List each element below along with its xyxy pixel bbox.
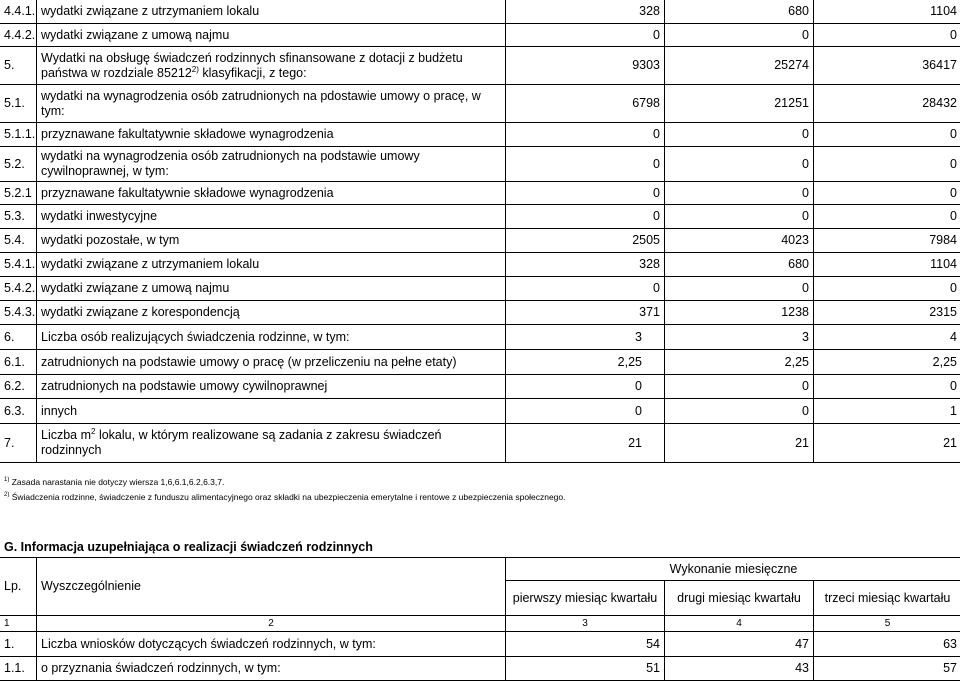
row-value-2: 21 — [665, 424, 814, 463]
row-lp: 6. — [0, 325, 37, 350]
column-number: 2 — [37, 616, 506, 632]
column-number-row — [0, 616, 960, 632]
row-value-1: 0 — [506, 123, 665, 147]
row-label-part: klasyfikacji, z tego: — [199, 66, 307, 80]
row-label: wydatki związane z utrzymaniem lokalu — [37, 253, 506, 277]
row-value-1: 54 — [506, 632, 665, 657]
row-value-1: 0 — [506, 399, 665, 424]
row-value-3: 0 — [814, 123, 960, 147]
superscript: 2 — [91, 427, 95, 436]
header-month-3: trzeci miesiąc kwartału — [814, 581, 960, 616]
row-value-1: 21 — [506, 424, 665, 463]
row-lp: 5.1. — [0, 85, 37, 123]
footnote-text: Świadczenia rodzinne, świadczenie z funduszu alimentacyjnego oraz składki na ubezpieczenia emerytalne i rentowe z ubezpieczenia społecznego. — [12, 492, 566, 502]
table-row — [0, 205, 960, 229]
row-value-3: 2315 — [814, 301, 960, 325]
row-value-3: 0 — [814, 182, 960, 205]
supplementary-table — [0, 557, 960, 681]
row-lp: 6.2. — [0, 375, 37, 399]
table-row — [0, 350, 960, 375]
row-value-2: 25274 — [665, 47, 814, 85]
row-lp: 5.3. — [0, 205, 37, 229]
row-label: wydatki związane z umową najmu — [37, 277, 506, 301]
table-row — [0, 424, 960, 463]
footnote-mark: 1) — [4, 477, 9, 483]
row-value-3: 0 — [814, 147, 960, 182]
row-label: wydatki związane z utrzymaniem lokalu — [37, 0, 506, 24]
row-value-2: 0 — [665, 399, 814, 424]
row-lp: 5.4. — [0, 229, 37, 253]
row-value-1: 328 — [506, 0, 665, 24]
table-row — [0, 147, 960, 182]
row-value-1: 0 — [506, 147, 665, 182]
row-value-2: 43 — [665, 657, 814, 681]
row-label: Liczba wniosków dotyczących świadczeń rodzinnych, w tym: — [37, 632, 506, 657]
row-lp: 5. — [0, 47, 37, 85]
row-label-line2 — [41, 66, 501, 81]
row-value-1: 0 — [506, 375, 665, 399]
footnote-ref: 2) — [192, 64, 199, 73]
table-row — [0, 182, 960, 205]
row-value-2: 680 — [665, 253, 814, 277]
column-number: 3 — [506, 616, 665, 632]
row-value-2: 0 — [665, 277, 814, 301]
row-value-2: 1238 — [665, 301, 814, 325]
row-lp: 6.3. — [0, 399, 37, 424]
row-label: przyznawane fakultatywnie składowe wynagrodzenia — [37, 123, 506, 147]
row-value-3: 1104 — [814, 253, 960, 277]
row-value-3: 0 — [814, 277, 960, 301]
table-row — [0, 325, 960, 350]
table-row — [0, 399, 960, 424]
row-value-2: 3 — [665, 325, 814, 350]
row-value-3: 2,25 — [814, 350, 960, 375]
row-value-3: 21 — [814, 424, 960, 463]
row-lp: 5.1.1. — [0, 123, 37, 147]
row-lp: 5.4.2. — [0, 277, 37, 301]
header-month-1: pierwszy miesiąc kwartału — [506, 581, 665, 616]
row-label: wydatki związane z korespondencją — [37, 301, 506, 325]
row-lp: 1.1. — [0, 657, 37, 681]
row-label: innych — [37, 399, 506, 424]
table-row — [0, 657, 960, 681]
row-lp: 1. — [0, 632, 37, 657]
row-value-1: 9303 — [506, 47, 665, 85]
row-value-3: 0 — [814, 24, 960, 47]
row-label — [37, 424, 506, 463]
row-value-2: 21251 — [665, 85, 814, 123]
row-label: zatrudnionych na podstawie umowy cywilnoprawnej — [37, 375, 506, 399]
row-value-1: 328 — [506, 253, 665, 277]
row-value-2: 4023 — [665, 229, 814, 253]
row-label-part: lokalu, w którym realizowane są zadania z zakresu świadczeń rodzinnych — [41, 428, 441, 457]
row-label: wydatki na wynagrodzenia osób zatrudnionych na podstawie umowy cywilnoprawnej, w tym: — [37, 147, 506, 182]
row-label: wydatki na wynagrodzenia osób zatrudnionych na pdostawie umowy o pracę, w tym: — [37, 85, 506, 123]
row-value-3: 63 — [814, 632, 960, 657]
row-value-1: 371 — [506, 301, 665, 325]
row-lp: 4.4.1. — [0, 0, 37, 24]
table-row — [0, 0, 960, 24]
row-value-3: 4 — [814, 325, 960, 350]
row-value-3: 36417 — [814, 47, 960, 85]
row-lp: 5.2. — [0, 147, 37, 182]
header-description: Wyszczególnienie — [37, 558, 506, 616]
row-lp: 4.4.2. — [0, 24, 37, 47]
row-value-2: 0 — [665, 205, 814, 229]
header-monthly-execution: Wykonanie miesięczne — [506, 558, 960, 581]
header-lp: Lp. — [0, 558, 37, 616]
row-value-2: 0 — [665, 24, 814, 47]
row-value-3: 0 — [814, 205, 960, 229]
header-month-2: drugi miesiąc kwartału — [665, 581, 814, 616]
row-value-2: 0 — [665, 375, 814, 399]
row-value-2: 680 — [665, 0, 814, 24]
row-label — [37, 47, 506, 85]
row-lp: 5.4.1. — [0, 253, 37, 277]
section-g-title: G. Informacja uzupełniająca o realizacji świadczeń rodzinnych — [4, 540, 373, 554]
table-row — [0, 229, 960, 253]
row-label: wydatki pozostałe, w tym — [37, 229, 506, 253]
row-value-1: 0 — [506, 24, 665, 47]
table-row — [0, 277, 960, 301]
row-value-1: 3 — [506, 325, 665, 350]
table-row — [0, 85, 960, 123]
row-value-3: 7984 — [814, 229, 960, 253]
footnote-text: Zasada narastania nie dotyczy wiersza 1,6,6.1,6.2,6.3,7. — [12, 477, 225, 487]
table-row — [0, 632, 960, 657]
row-label: wydatki inwestycyjne — [37, 205, 506, 229]
row-value-1: 6798 — [506, 85, 665, 123]
row-value-2: 0 — [665, 147, 814, 182]
footnote-mark: 2) — [4, 492, 9, 498]
header-row — [0, 558, 960, 581]
row-label-part: Liczba m — [41, 428, 91, 442]
column-number: 5 — [814, 616, 960, 632]
row-value-1: 0 — [506, 277, 665, 301]
table-row — [0, 375, 960, 399]
row-value-3: 1104 — [814, 0, 960, 24]
row-lp: 5.4.3. — [0, 301, 37, 325]
row-value-1: 51 — [506, 657, 665, 681]
row-label: wydatki związane z umową najmu — [37, 24, 506, 47]
row-value-1: 2505 — [506, 229, 665, 253]
row-label: Liczba osób realizujących świadczenia rodzinne, w tym: — [37, 325, 506, 350]
row-value-1: 0 — [506, 205, 665, 229]
column-number: 1 — [0, 616, 37, 632]
row-value-2: 0 — [665, 123, 814, 147]
row-value-2: 0 — [665, 182, 814, 205]
row-value-3: 57 — [814, 657, 960, 681]
row-label-line1: Wydatki na obsługę świadczeń rodzinnych sfinansowane z dotacji z budżetu — [41, 51, 501, 66]
row-lp: 7. — [0, 424, 37, 463]
row-label: przyznawane fakultatywnie składowe wynagrodzenia — [37, 182, 506, 205]
column-number: 4 — [665, 616, 814, 632]
table-row — [0, 123, 960, 147]
footnote-1 — [4, 477, 224, 487]
row-lp: 6.1. — [0, 350, 37, 375]
row-value-3: 28432 — [814, 85, 960, 123]
row-value-1: 0 — [506, 182, 665, 205]
table-row — [0, 301, 960, 325]
row-label-part: państwa w rozdziale 85212 — [41, 66, 192, 80]
row-label: zatrudnionych na podstawie umowy o pracę (w przeliczeniu na pełne etaty) — [37, 350, 506, 375]
row-value-1: 2,25 — [506, 350, 665, 375]
row-value-2: 2,25 — [665, 350, 814, 375]
row-value-3: 0 — [814, 375, 960, 399]
row-value-2: 47 — [665, 632, 814, 657]
row-lp: 5.2.1 — [0, 182, 37, 205]
table-row — [0, 47, 960, 85]
row-value-3: 1 — [814, 399, 960, 424]
table-row — [0, 253, 960, 277]
row-label: o przyznania świadczeń rodzinnych, w tym: — [37, 657, 506, 681]
footnote-2 — [4, 492, 566, 502]
table-row — [0, 24, 960, 47]
